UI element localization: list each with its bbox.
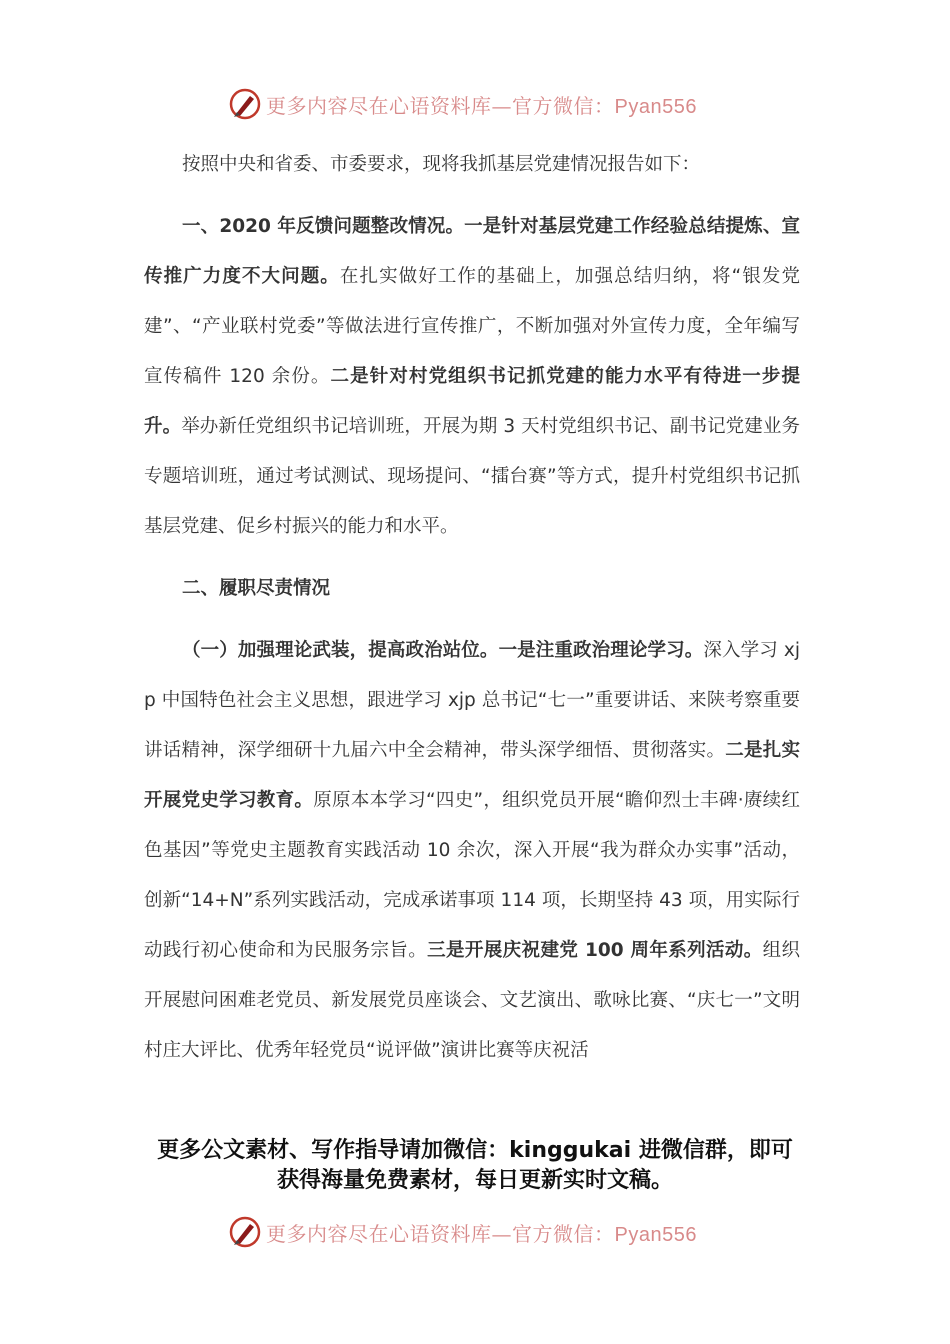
sub1-point2-title: 二是扎实开展党史学习教育。 (144, 740, 800, 811)
sub1-point3-title: 三是开展庆祝建党 100 周年系列活动。 (427, 940, 763, 961)
section1-paragraph: 一、2020 年反馈问题整改情况。一是针对基层党建工作经验总结提炼、宣传推广力度不大问题。在扎实做好工作的基础上，加强总结归纳，将“银发党建”、“产业联村党委”等做法进行宣传推广，不断加强对外宣传力度，全年编写宣传稿件 120 余份。二是针对村党组织书记抓党建的能力水平有待进一步提升。举办新任党组织书记培训班，开展为期 3 天村党组织书记、副书记党建业务专题培训班，通过考试测试、现场提问、“擂台赛”等方式，提升村党组织书记抓基层党建、促乡村振兴的能力和水平。 (144, 216, 800, 537)
pen-logo-icon (228, 1215, 262, 1249)
sub1-point1-title: 一是注重政治理论学习。 (498, 640, 704, 661)
point1-title: 一是针对基层党建工作经验总结提炼、宣传推广力度不大问题。 (144, 216, 800, 287)
section1-heading: 一、2020 年反馈问题整改情况。 (182, 216, 465, 237)
sub1-heading: （一）加强理论武装，提高政治站位。 (182, 640, 499, 661)
promo-text: 更多公文素材、写作指导请加微信：kinggukai 进微信群，即可 获得海量免费素材，每日更新实时文稿。 (157, 1138, 793, 1193)
watermark-text: 更多内容尽在心语资料库—官方微信：Pyan556 (266, 1221, 697, 1246)
intro-paragraph: 按照中央和省委、市委要求，现将我抓基层党建情况报告如下： (182, 154, 701, 175)
section2-heading: 二、履职尽责情况 (182, 578, 331, 599)
pen-logo-icon (228, 87, 262, 121)
watermark-banner-top (228, 84, 728, 124)
watermark-text: 更多内容尽在心语资料库—官方微信：Pyan556 (266, 93, 697, 118)
point2-title: 二是针对村党组织书记抓党建的能力水平有待进一步提升。 (144, 366, 800, 437)
document-body (144, 140, 800, 1076)
watermark-banner-bottom (228, 1212, 728, 1252)
section2-paragraph: （一）加强理论武装，提高政治站位。一是注重政治理论学习。深入学习 xjp 中国特色社会主义思想，跟进学习 xjp 总书记“七一”重要讲话、来陕考察重要讲话精神，深学细研十九届六中全会精神，带头深学细悟、贯彻落实。二是扎实开展党史学习教育。原原本本学习“四史”，组织党员开展“瞻仰烈士丰碑·赓续红色基因”等党史主题教育实践活动 10 余次，深入开展“我为群众办实事”活动，创新“14+N”系列实践活动，完成承诺事项 114 项，长期坚持 43 项，用实际行动践行初心使命和为民服务宗旨。三是开展庆祝建党 100 周年系列活动。组织开展慰问困难老党员、新发展党员座谈会、文艺演出、歌咏比赛、“庆七一”文明村庄大评比、优秀年轻党员“说评做”演讲比赛等庆祝活 (144, 640, 800, 1061)
